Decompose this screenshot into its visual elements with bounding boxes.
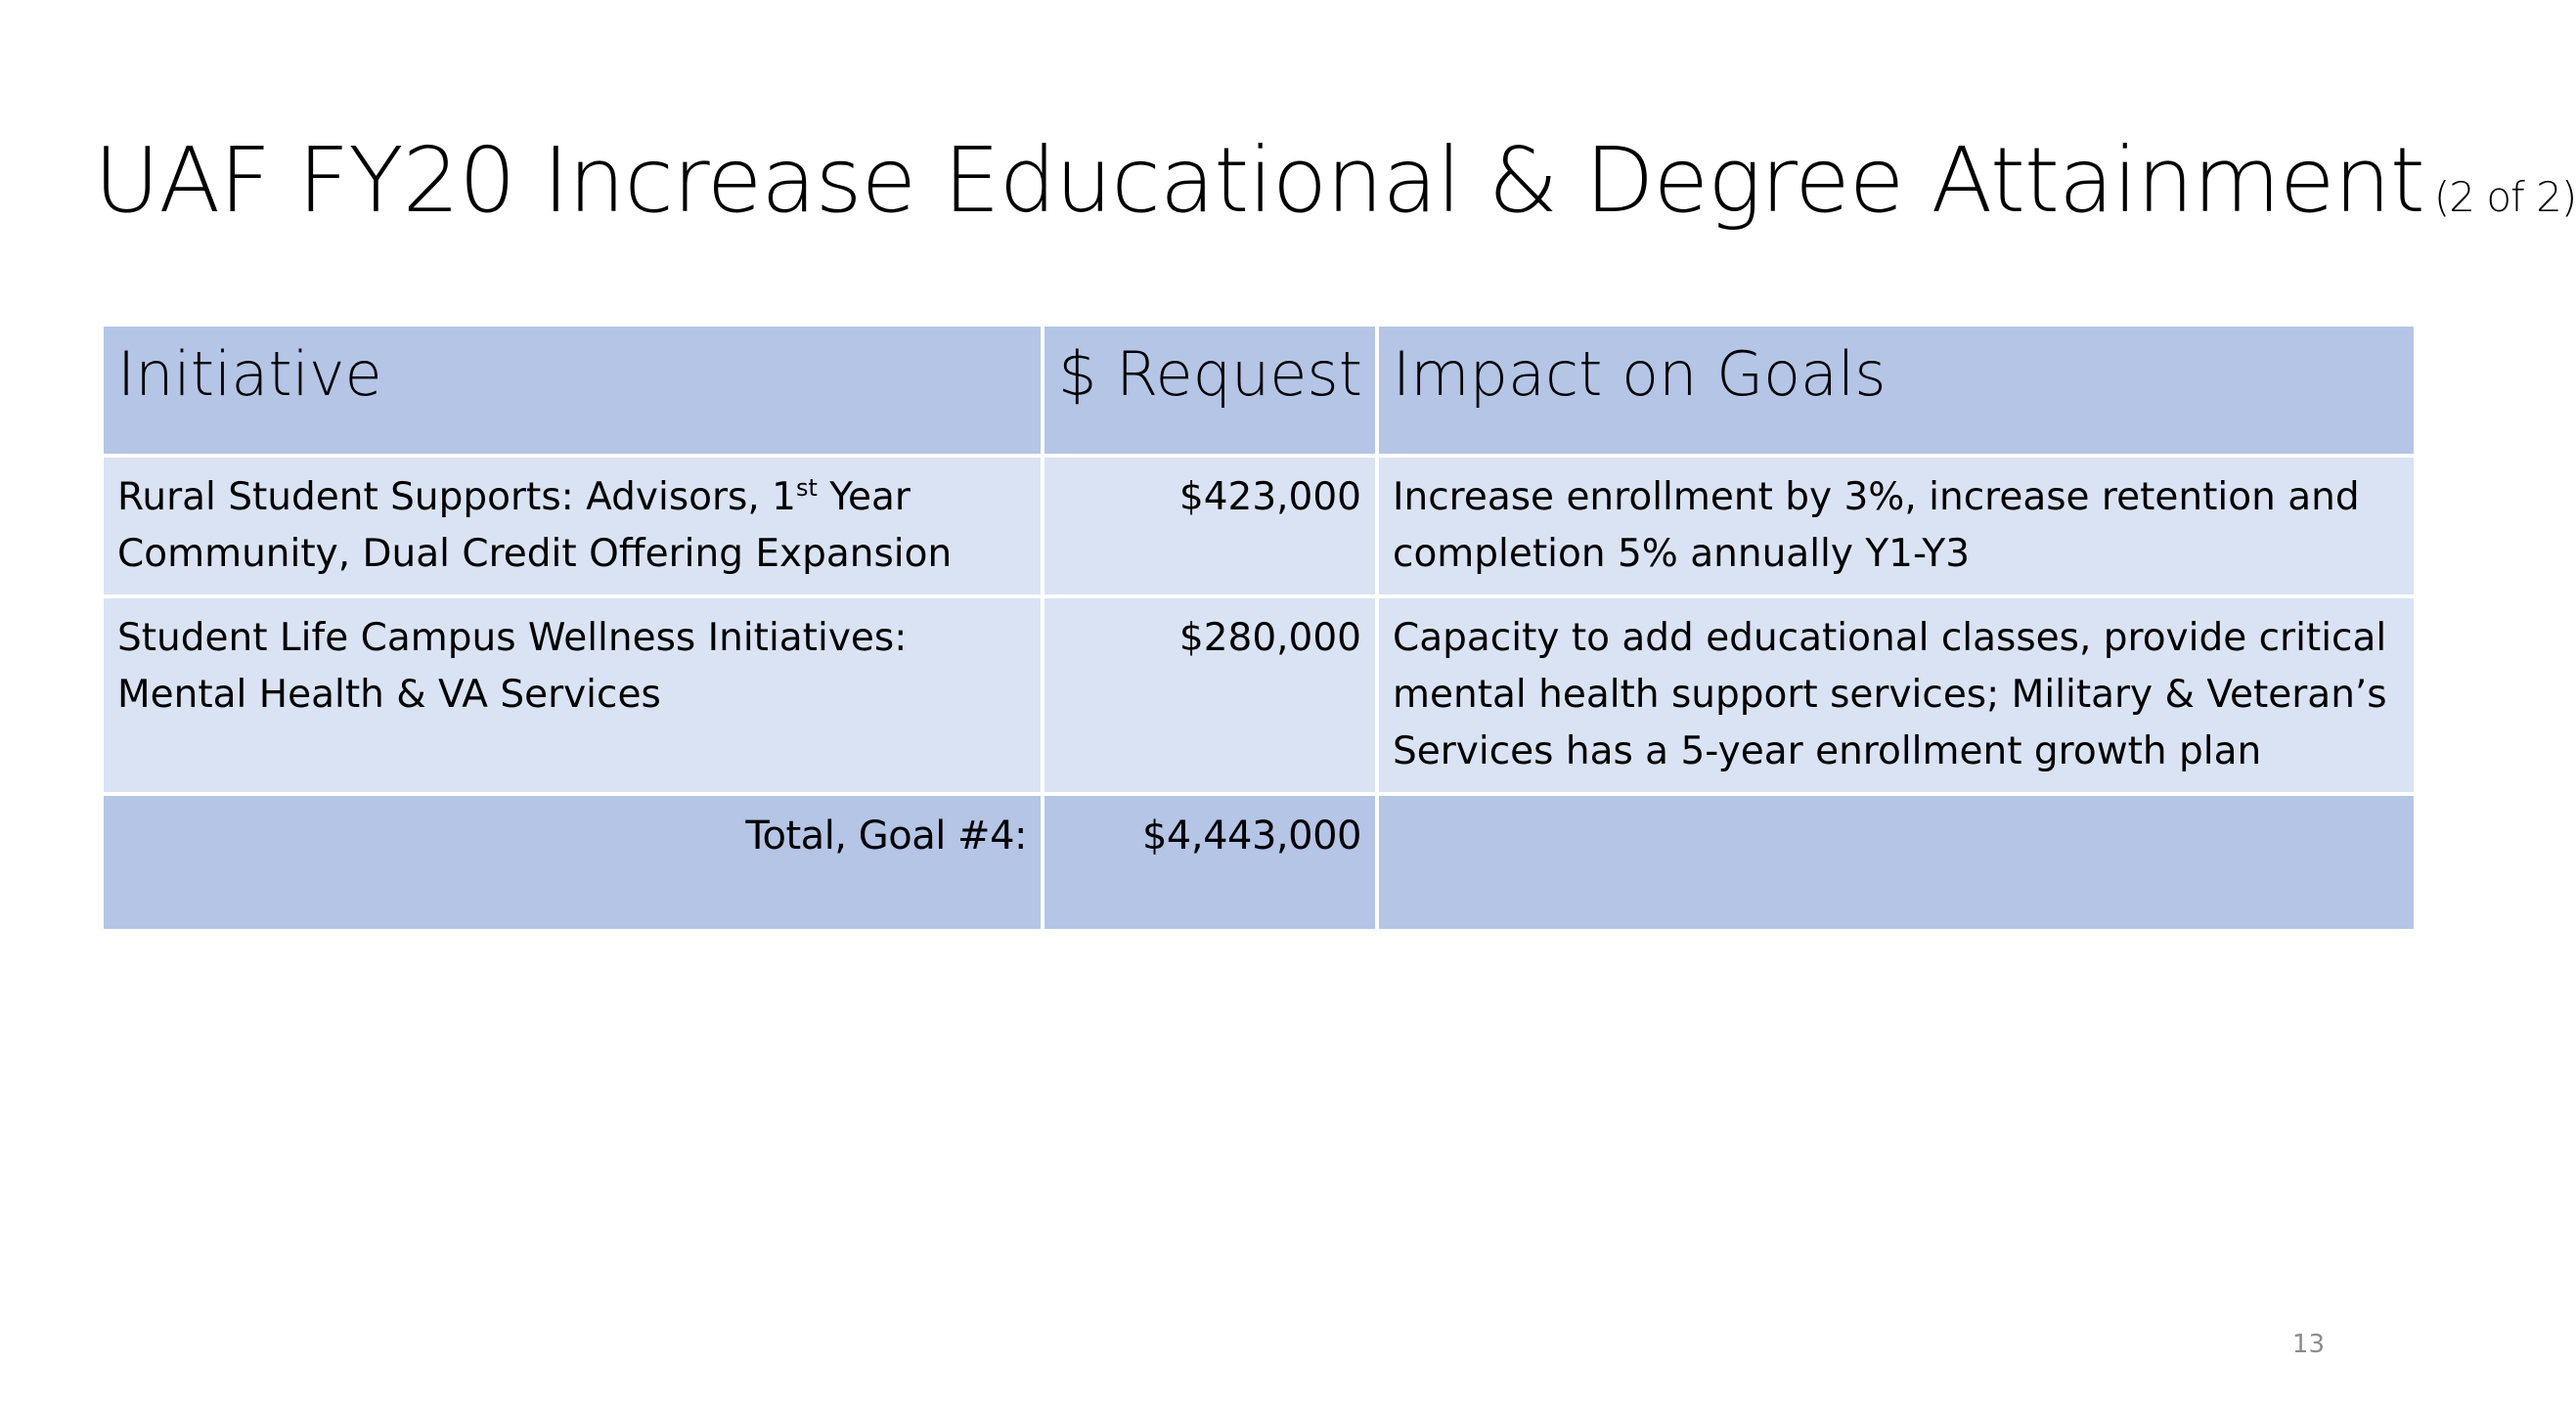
title-main: UAF FY20 Increase Educational & Degree Attainment (94, 128, 2424, 233)
total-amount: $4,443,000 (1043, 794, 1377, 931)
slide-title (94, 117, 2576, 244)
initiative-text-post: Year Community, Dual Credit Offering Expansion (117, 475, 953, 576)
row-initiative (102, 456, 1043, 596)
table-header-row (102, 325, 2416, 456)
page-number: 13 (2291, 1330, 2325, 1359)
row-request: $280,000 (1043, 596, 1377, 794)
row-request: $423,000 (1043, 456, 1377, 596)
title-suffix: (2 of 2) (2433, 173, 2576, 221)
table-row (102, 456, 2416, 596)
header-impact: Impact on Goals (1377, 325, 2416, 456)
row-impact: Capacity to add educational classes, provide critical mental health support services; Military & Veteran’s Services has a 5-year enrollment growth plan (1377, 596, 2416, 794)
total-row (102, 794, 2416, 931)
header-request: $ Request (1043, 325, 1377, 456)
table-row (102, 596, 2416, 794)
budget-table (100, 323, 2418, 933)
row-impact: Increase enrollment by 3%, increase retention and completion 5% annually Y1-Y3 (1377, 456, 2416, 596)
initiative-text-pre: Rural Student Supports: Advisors, 1 (117, 475, 796, 519)
total-impact-empty (1377, 794, 2416, 931)
total-label: Total, Goal #4: (102, 794, 1043, 931)
ordinal-suffix: st (795, 474, 818, 502)
row-initiative: Student Life Campus Wellness Initiatives: Mental Health & VA Services (102, 596, 1043, 794)
header-initiative: Initiative (102, 325, 1043, 456)
